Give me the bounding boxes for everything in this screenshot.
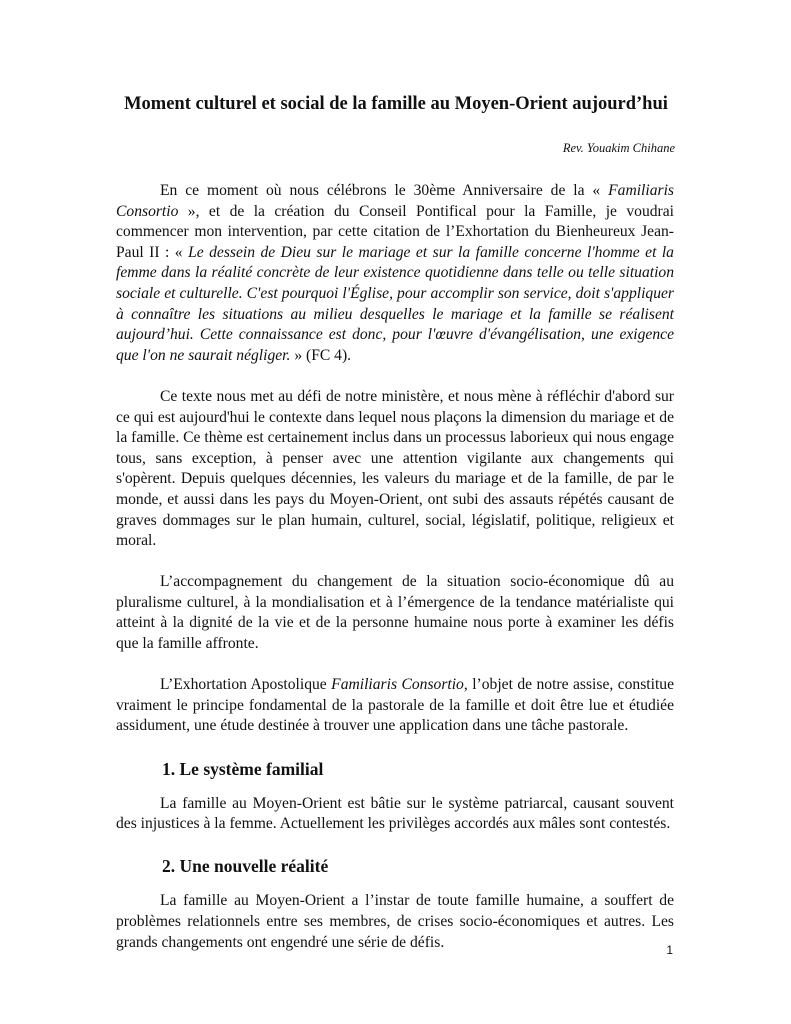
paragraph-2: Ce texte nous met au défi de notre ministère, et nous mène à réfléchir d'abord sur ce qui est aujourd'hui le contexte dans lequel nous plaçons la dimension du mariage et de la famille. Ce thème est certainement inclus dans un processus laborieux qui nous engage tous, sans exception, à penser avec une attention vigilante aux changements qui s'opèrent. Depuis quelques décennies, les valeurs du mariage et de la famille, de par le monde, et aussi dans les pays du Moyen-Orient, ont subi des assauts répétés causant de graves dommages sur le plan humain, culturel, social, législatif, politique, religieux et moral.	[116, 387, 674, 550]
paragraph-1	[116, 181, 674, 366]
paragraph-4-text-c: , l’objet de notre assise, constitue vraiment le principe fondamental de la pastorale de la famille et doit être lue et étudiée assidument, une étude destinée à trouver une application dans une tâche pastorale.	[116, 676, 675, 735]
page-number: 1	[666, 943, 673, 957]
paragraph-4	[116, 675, 674, 737]
paragraph-1-text-a: En ce moment où nous célébrons le 30ème Anniversaire de la «	[160, 182, 609, 199]
paragraph-1-title-italic: Familiaris Consortio	[116, 182, 674, 220]
paragraph-3: L’accompagnement du changement de la situation socio-économique dû au pluralisme culturel, à la mondialisation et à l’émergence de la tendance matérialiste qui atteint à la dignité de la vie et de la personne humaine nous porte à examiner les défis que la famille affronte.	[116, 573, 674, 653]
paragraph-1-text-e: » (FC 4).	[290, 346, 352, 364]
document-body	[116, 181, 674, 974]
author-name: Rev. Youakim Chihane	[562, 141, 675, 155]
section-heading-1: 1. Le système familial	[162, 758, 324, 779]
section-heading-2: 2. Une nouvelle réalité	[162, 856, 329, 877]
paragraph-5: La famille au Moyen-Orient est bâtie sur le système patriarcal, causant souvent des injustices à la femme. Actuellement les privilèges accordés aux mâles sont contestés.	[116, 794, 674, 833]
document-title: Moment culturel et social de la famille au Moyen-Orient aujourd’hui	[124, 94, 668, 114]
paragraph-1-text-c: », et de la création du Conseil Pontifical pour la Famille, je voudrai commencer mon intervention, par cette citation de l’Exhortation du Bienheureux Jean-Paul II : «	[116, 202, 674, 261]
paragraph-6: La famille au Moyen-Orient a l’instar de toute famille humaine, a souffert de problèmes relationnels entre ses membres, de crises socio-économiques et autres. Les grands changements ont engendré une série de défis.	[116, 892, 674, 951]
paragraph-1-quote: Le dessein de Dieu sur le mariage et sur la famille concerne l'homme et la femme dans la réalité concrète de leur existence quotidienne dans telle ou telle situation sociale et culturelle. C'est pourquoi l'Église, pour accomplir son service, doit s'appliquer à connaître les situations au milieu desquelles le mariage et la famille se réalisent aujourd’hui. Cette connaissance est donc, pour l'œuvre d'évangélisation, une exigence que l'on ne saurait négliger.	[116, 243, 674, 364]
paragraph-4-title-italic: Familiaris Consortio	[331, 676, 464, 694]
paragraph-4-text-a: L’Exhortation Apostolique	[160, 676, 332, 694]
